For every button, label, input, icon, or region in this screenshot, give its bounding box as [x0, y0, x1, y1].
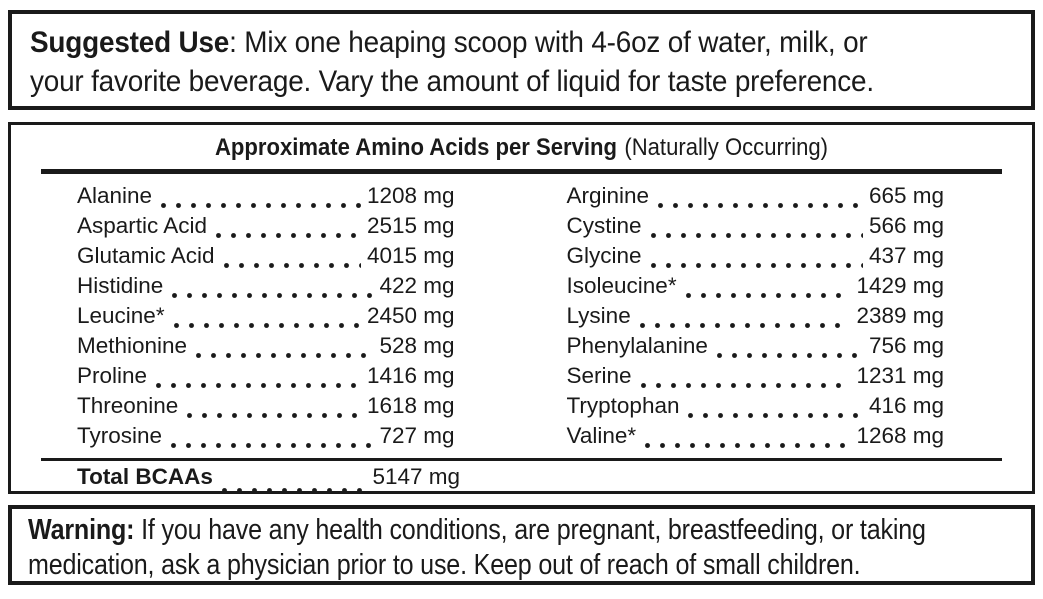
amino-row-glutamic-acid [77, 243, 455, 273]
warning-line1-text: If you have any health conditions, are pregnant, breastfeeding, or taking [141, 514, 926, 546]
dot-leader [161, 203, 361, 208]
warning-box [8, 505, 1035, 585]
amino-acids-box [8, 122, 1035, 494]
amino-name: Lysine [566, 303, 631, 328]
warning-line2: medication, ask a physician prior to use. Keep out of reach of small children. [28, 549, 861, 581]
amino-title-main: Approximate Amino Acids per Serving [214, 134, 617, 161]
amino-row-phenylalanine [567, 333, 945, 363]
warning-line1 [28, 513, 926, 548]
amino-value: 528 mg [379, 333, 455, 358]
warning-label: Warning: [28, 514, 135, 546]
amino-row-tyrosine [77, 423, 455, 453]
amino-name: Alanine [77, 183, 153, 208]
amino-value: 4015 mg [366, 243, 455, 268]
amino-row-lysine [567, 303, 945, 333]
amino-name: Isoleucine* [566, 273, 677, 298]
dot-leader [187, 413, 361, 418]
amino-name: Tyrosine [77, 423, 163, 448]
suggested-use-separator: : [229, 26, 237, 59]
amino-name: Glycine [566, 243, 642, 268]
amino-name: Proline [77, 363, 148, 388]
amino-name: Tryptophan [566, 393, 680, 418]
total-bcaas-value: 5147 mg [372, 463, 460, 489]
amino-title-note: (Naturally Occurring) [624, 134, 829, 161]
amino-value: 416 mg [868, 393, 944, 418]
suggested-use-box [8, 10, 1035, 110]
amino-row-proline [77, 363, 455, 393]
amino-value: 727 mg [379, 423, 455, 448]
amino-value: 2450 mg [366, 303, 455, 328]
amino-row-aspartic-acid [77, 213, 455, 243]
amino-row-tryptophan [567, 393, 945, 423]
dot-leader [156, 383, 361, 388]
dot-leader [658, 203, 863, 208]
suggested-use-text [30, 23, 944, 101]
amino-name: Aspartic Acid [77, 213, 208, 238]
amino-value: 1268 mg [856, 423, 944, 448]
amino-value: 1208 mg [366, 183, 455, 208]
amino-name: Phenylalanine [566, 333, 708, 358]
amino-row-alanine [77, 183, 455, 213]
amino-name: Cystine [566, 213, 642, 238]
amino-name: Serine [566, 363, 632, 388]
dot-leader [224, 263, 361, 268]
amino-row-serine [567, 363, 945, 393]
dot-leader [651, 263, 863, 268]
amino-row-valine [567, 423, 945, 453]
dot-leader [172, 293, 373, 298]
amino-value: 665 mg [868, 183, 944, 208]
amino-value: 566 mg [868, 213, 944, 238]
amino-name: Arginine [566, 183, 650, 208]
header-divider-rule [41, 169, 1002, 174]
dot-leader [645, 443, 850, 448]
dot-leader [651, 233, 863, 238]
amino-table-title [52, 134, 991, 161]
amino-row-isoleucine [567, 273, 945, 303]
amino-value: 1429 mg [856, 273, 944, 298]
amino-value: 1416 mg [366, 363, 455, 388]
suggested-use-line1-text: Mix one heaping scoop with 4-6oz of water, milk, or [244, 26, 868, 59]
amino-name: Glutamic Acid [77, 243, 215, 268]
amino-row-cystine [567, 213, 945, 243]
amino-name: Threonine [77, 393, 179, 418]
dot-leader [641, 383, 851, 388]
dot-leader [174, 323, 361, 328]
total-bcaas-label: Total BCAAs [77, 463, 213, 489]
dot-leader [216, 233, 361, 238]
suggested-use-line1 [30, 23, 944, 62]
suggested-use-line2: your favorite beverage. Vary the amount of liquid for taste preference. [30, 65, 874, 98]
amino-value: 1231 mg [856, 363, 944, 388]
dot-leader [640, 323, 851, 328]
amino-column-right [567, 183, 945, 453]
amino-value: 437 mg [868, 243, 944, 268]
dot-leader [686, 293, 851, 298]
amino-row-threonine [77, 393, 455, 423]
amino-value: 756 mg [868, 333, 944, 358]
amino-name: Methionine [77, 333, 188, 358]
total-section [11, 461, 1032, 495]
dot-leader [171, 443, 373, 448]
amino-name: Valine* [566, 423, 637, 448]
amino-row-histidine [77, 273, 455, 303]
amino-columns [11, 181, 1032, 453]
amino-row-methionine [77, 333, 455, 363]
total-bcaas-row [77, 464, 460, 495]
amino-value: 422 mg [379, 273, 455, 298]
amino-name: Leucine* [77, 303, 165, 328]
amino-row-glycine [567, 243, 945, 273]
suggested-use-label: Suggested Use [30, 26, 230, 59]
dot-leader [688, 413, 862, 418]
amino-name: Histidine [77, 273, 164, 298]
amino-value: 2515 mg [366, 213, 455, 238]
amino-row-arginine [567, 183, 945, 213]
amino-value: 1618 mg [366, 393, 455, 418]
amino-column-left [77, 183, 455, 453]
dot-leader [222, 488, 367, 493]
dot-leader [196, 353, 373, 358]
amino-value: 2389 mg [856, 303, 944, 328]
warning-text [28, 513, 926, 583]
dot-leader [717, 353, 863, 358]
amino-row-leucine [77, 303, 455, 333]
